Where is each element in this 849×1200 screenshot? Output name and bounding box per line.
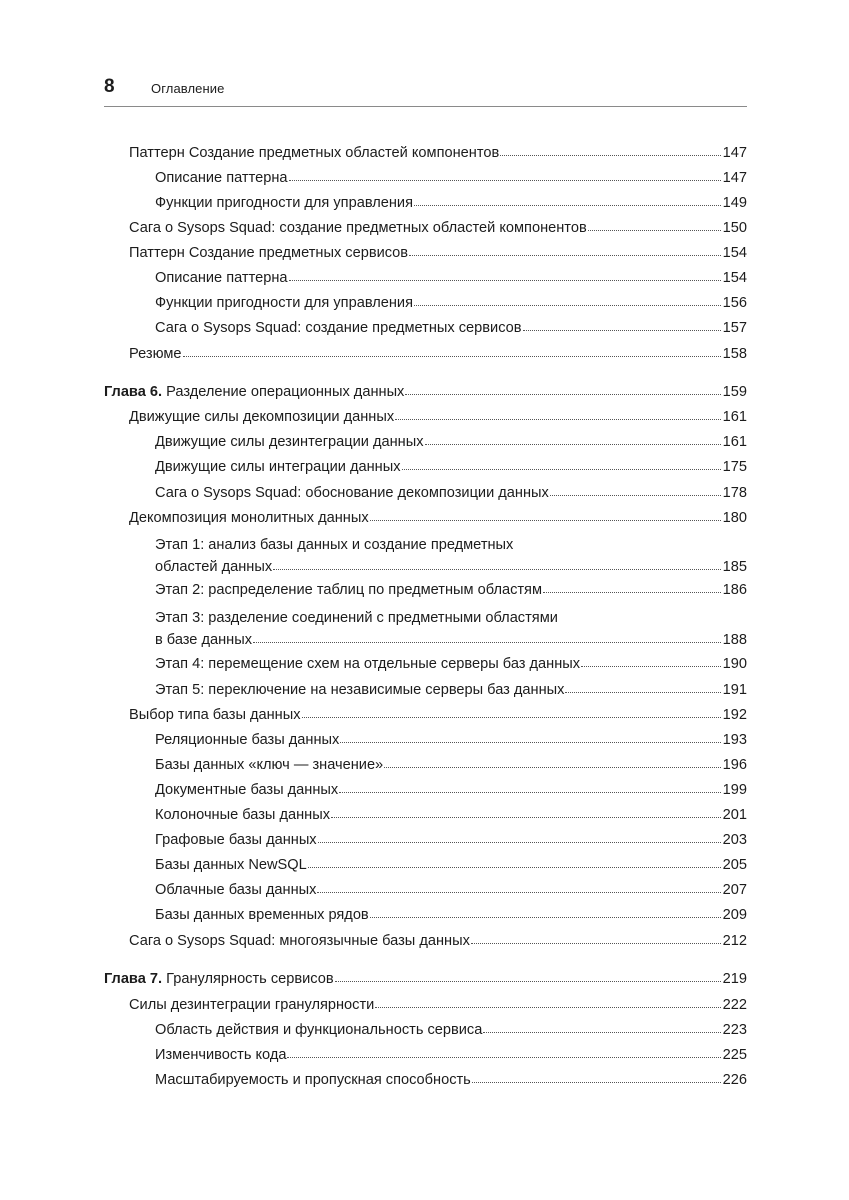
toc-page-number: 156: [722, 295, 747, 311]
toc-page-number: 186: [722, 582, 747, 598]
dot-leader: [425, 443, 721, 445]
toc-entry-title: Сага о Sysops Squad: создание предметных областей компонентов: [129, 220, 587, 236]
toc-entry-title: Глава 6. Разделение операционных данных: [104, 384, 405, 400]
toc-entry[interactable]: [129, 345, 747, 363]
toc-entry-title: Базы данных «ключ — значение»: [155, 757, 384, 773]
page-number: 8: [104, 76, 115, 97]
toc-page-number: 161: [722, 434, 747, 450]
toc-entry[interactable]: [155, 319, 747, 337]
toc-entry-title: Резюме: [129, 346, 182, 362]
dot-leader: [543, 591, 721, 593]
toc-entry-title: в базе данных: [155, 632, 253, 648]
dot-leader: [317, 891, 720, 893]
toc-entry[interactable]: [155, 484, 747, 502]
dot-leader: [550, 494, 721, 496]
toc-entry[interactable]: [155, 781, 747, 799]
toc-entry[interactable]: [155, 581, 747, 599]
dot-leader: [402, 468, 721, 470]
toc-entry[interactable]: [155, 655, 747, 673]
dot-leader: [414, 204, 721, 206]
dot-leader: [287, 1056, 720, 1058]
toc-entry-title: Базы данных временных рядов: [155, 907, 369, 923]
toc-page-number: 209: [722, 907, 747, 923]
toc-page-number: 201: [722, 807, 747, 823]
toc-entry[interactable]: [129, 219, 747, 237]
toc-page-number: 207: [722, 882, 747, 898]
toc-page-number: 150: [722, 220, 747, 236]
toc-page-number: 188: [722, 632, 747, 648]
toc-entry[interactable]: [155, 294, 747, 312]
dot-leader: [331, 816, 721, 818]
dot-leader: [340, 741, 720, 743]
dot-leader: [409, 254, 721, 256]
toc-page-number: 161: [722, 409, 747, 425]
toc-entry[interactable]: [129, 932, 747, 950]
toc-entry-title: Этап 5: переключение на независимые серверы баз данных: [155, 682, 565, 698]
toc-page-number: 190: [722, 656, 747, 672]
toc-page-number: 149: [722, 195, 747, 211]
toc-entry-title: Этап 1: анализ базы данных и создание предметных: [155, 537, 514, 553]
toc-entry-title: Функции пригодности для управления: [155, 295, 413, 311]
toc-page-number: 203: [722, 832, 747, 848]
dot-leader: [335, 980, 721, 982]
toc-entry-title: Паттерн Создание предметных сервисов: [129, 245, 409, 261]
dot-leader: [370, 916, 721, 918]
toc-page-number: 223: [722, 1022, 747, 1038]
toc-entry-title: Реляционные базы данных: [155, 732, 340, 748]
toc-page-number: 196: [722, 757, 747, 773]
toc-entry-title: Графовые базы данных: [155, 832, 317, 848]
toc-entry[interactable]: [155, 607, 747, 651]
chapter-label: Глава 7.: [104, 971, 163, 987]
toc-entry[interactable]: [155, 534, 747, 578]
toc-entry-title: Описание паттерна: [155, 170, 288, 186]
toc-entry[interactable]: [129, 996, 747, 1014]
toc-page-number: 157: [722, 320, 747, 336]
toc-entry-title: Глава 7. Гранулярность сервисов: [104, 971, 334, 987]
toc-entry[interactable]: [129, 144, 747, 162]
toc-entry-title: Функции пригодности для управления: [155, 195, 413, 211]
toc-entry-title: Декомпозиция монолитных данных: [129, 510, 369, 526]
toc-entry[interactable]: [155, 433, 747, 451]
toc-entry[interactable]: [129, 509, 747, 527]
toc-entry-title: Этап 4: перемещение схем на отдельные серверы баз данных: [155, 656, 581, 672]
toc-entry-title: Силы дезинтеграции гранулярности: [129, 997, 375, 1013]
toc-page-number: 154: [722, 245, 747, 261]
toc-page-number: 225: [722, 1047, 747, 1063]
dot-leader: [581, 665, 721, 667]
dot-leader: [375, 1006, 720, 1008]
dot-leader: [289, 179, 721, 181]
dot-leader: [339, 791, 720, 793]
toc-chapter-6[interactable]: [104, 383, 747, 401]
toc-entry[interactable]: [155, 1046, 747, 1064]
toc-entry-title: Выбор типа базы данных: [129, 707, 301, 723]
dot-leader: [414, 304, 721, 306]
toc-page-number: 185: [722, 559, 747, 575]
dot-leader: [370, 519, 721, 521]
toc-page-number: 219: [722, 971, 747, 987]
toc-entry-title: Колоночные базы данных: [155, 807, 331, 823]
toc-page-number: 205: [722, 857, 747, 873]
toc-entry[interactable]: [155, 856, 747, 874]
running-title: Оглавление: [151, 81, 225, 96]
toc-entry-title: Сага о Sysops Squad: создание предметных сервисов: [155, 320, 522, 336]
toc-page-number: 222: [722, 997, 747, 1013]
dot-leader: [483, 1031, 720, 1033]
toc-entry[interactable]: [155, 458, 747, 476]
toc-entry-title: Движущие силы декомпозиции данных: [129, 409, 395, 425]
toc-page-number: 178: [722, 485, 747, 501]
toc-entry[interactable]: [155, 731, 747, 749]
dot-leader: [472, 1081, 721, 1083]
toc-entry-title: Базы данных NewSQL: [155, 857, 307, 873]
dot-leader: [500, 154, 720, 156]
toc-entry-title: Облачные базы данных: [155, 882, 317, 898]
toc-entry[interactable]: [155, 681, 747, 699]
toc-entry-title: Паттерн Создание предметных областей компонентов: [129, 145, 500, 161]
toc-page-number: 158: [722, 346, 747, 362]
toc-entry[interactable]: [155, 806, 747, 824]
toc-entry[interactable]: [155, 881, 747, 899]
toc-entry-title: Масштабируемость и пропускная способность: [155, 1072, 471, 1088]
toc-entry[interactable]: [155, 169, 747, 187]
toc-entry[interactable]: [129, 706, 747, 724]
toc-page-number: 175: [722, 459, 747, 475]
dot-leader: [183, 355, 721, 357]
toc-page-number: 154: [722, 270, 747, 286]
toc-entry[interactable]: [129, 408, 747, 426]
toc-entry-title: Этап 3: разделение соединений с предметными областями: [155, 610, 558, 626]
toc-entry[interactable]: [155, 906, 747, 924]
toc-entry-title: Документные базы данных: [155, 782, 339, 798]
toc-entry[interactable]: [155, 831, 747, 849]
toc-entry-title: Сага о Sysops Squad: обоснование декомпозиции данных: [155, 485, 549, 501]
toc-entry-title: Описание паттерна: [155, 270, 288, 286]
dot-leader: [384, 766, 720, 768]
chapter-label: Глава 6.: [104, 384, 163, 400]
dot-leader: [471, 942, 721, 944]
toc-entry-title: Движущие силы интеграции данных: [155, 459, 401, 475]
toc-entry-title: Изменчивость кода: [155, 1047, 287, 1063]
dot-leader: [289, 279, 721, 281]
toc-chapter-7[interactable]: [104, 970, 747, 988]
dot-leader: [308, 866, 721, 868]
toc-page-number: 191: [722, 682, 747, 698]
dot-leader: [302, 716, 721, 718]
toc-page-number: 147: [722, 145, 747, 161]
dot-leader: [405, 393, 720, 395]
toc-page-number: 226: [722, 1072, 747, 1088]
dot-leader: [565, 691, 720, 693]
toc-entry-title: Этап 2: распределение таблиц по предметным областям: [155, 582, 542, 598]
dot-leader: [273, 568, 721, 570]
running-header: [104, 74, 747, 107]
toc-page-number: 199: [722, 782, 747, 798]
toc-entry[interactable]: [155, 1071, 747, 1089]
toc-entry[interactable]: [155, 1021, 747, 1039]
toc-page-number: 159: [722, 384, 747, 400]
toc-page-number: 180: [722, 510, 747, 526]
dot-leader: [395, 418, 721, 420]
dot-leader: [318, 841, 721, 843]
toc-entry[interactable]: [129, 244, 747, 262]
dot-leader: [588, 229, 721, 231]
toc-page-number: 192: [722, 707, 747, 723]
toc-page-number: 193: [722, 732, 747, 748]
dot-leader: [253, 641, 721, 643]
dot-leader: [523, 329, 721, 331]
toc-entry-title: областей данных: [155, 559, 273, 575]
toc-page-number: 212: [722, 933, 747, 949]
toc-entry-title: Движущие силы дезинтеграции данных: [155, 434, 424, 450]
toc-entry[interactable]: [155, 756, 747, 774]
toc-entry[interactable]: [155, 269, 747, 287]
toc-entry-title: Сага о Sysops Squad: многоязычные базы данных: [129, 933, 470, 949]
toc-page-number: 147: [722, 170, 747, 186]
toc-entry-title: Область действия и функциональность сервиса: [155, 1022, 483, 1038]
toc-entry[interactable]: [155, 194, 747, 212]
